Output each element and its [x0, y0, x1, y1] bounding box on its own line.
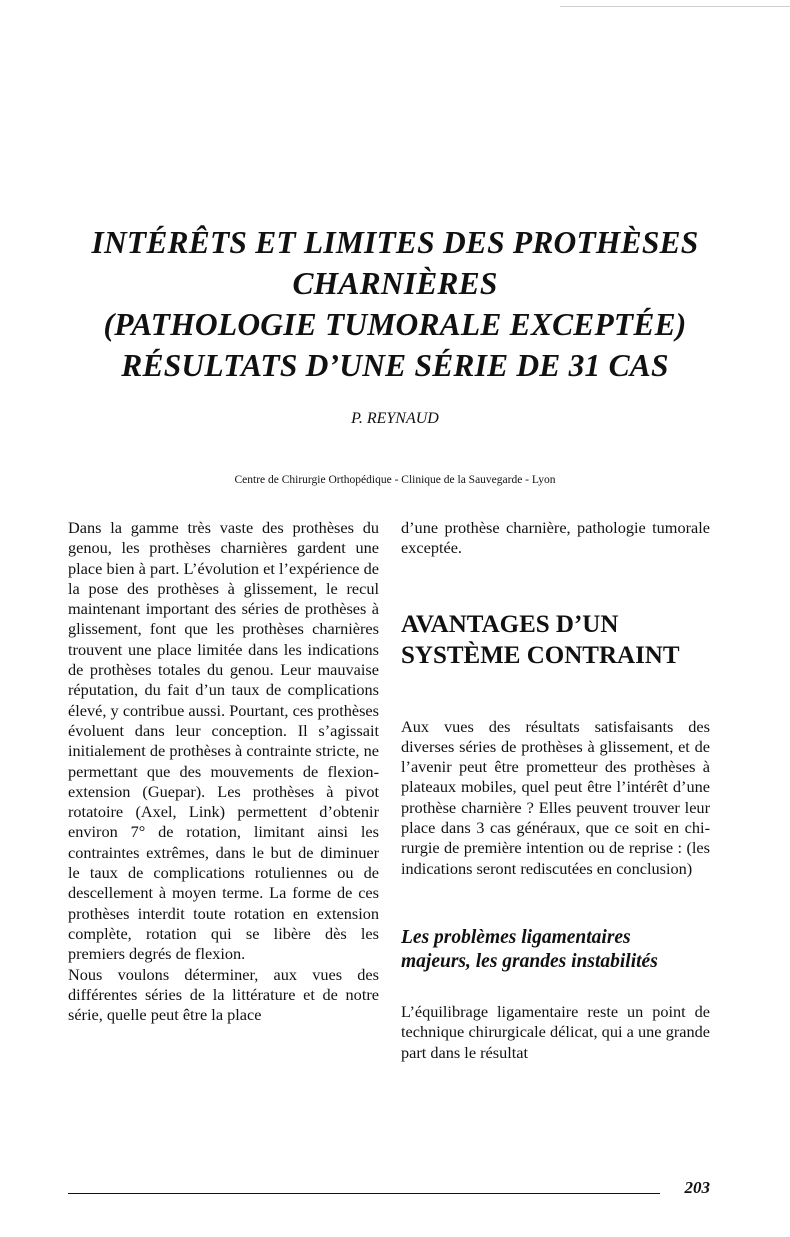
subheading-line-1: Les problèmes ligamentaires [401, 926, 631, 948]
affiliation: Centre de Chirurgie Orthopédique - Clinique de la Sauvegarde - Lyon [234, 474, 556, 486]
author: P. REYNAUD [351, 410, 439, 427]
section-heading-line-1: AVANTAGES D’UN [401, 610, 619, 638]
right-paragraph-1: d’une prothèse charnière, pathologie tumorale exceptée. [401, 518, 710, 558]
left-paragraph-2: Nous voulons déterminer, aux vues des différentes séries de la littérature et de notre série, quelle peut être la place [68, 964, 379, 1025]
left-paragraph-1: Dans la gamme très vaste des prothèses du genou, les prothèses charnières gardent une place bien à part. L’évolution et l’expérience de la pose des prothèses à glissement, le recul maintenant important des séries de prothèses à glissement, font que les prothèses charnières trouvent une place limitée dans les indications de prothèses totales du genou. Leur mauvaise réputation, du fait d’un taux de complications élevé, y contribue aussi. Pourtant, ces prothèses évoluent dans leur conception. Il s’agissait initialement de prothèses à contrainte stricte, ne permettant que des mouvements de flexion-extension (Guepar). Les prothèses à pivot rotatoire (Axel, Link) permettent d’obtenir environ 7° de rotation, limitant ainsi les contraintes extrêmes, dans le but de diminuer le taux de complications rotuliennes ou de descellement à moyen terme. La forme de ces prothèses interdit toute rotation en extension complète, rotation qui se libère dès les premiers degrés de flexion. [68, 518, 379, 964]
title-line-3: (PATHOLOGIE TUMORALE EXCEPTÉE) [103, 307, 687, 342]
title-line-2: CHARNIÈRES [292, 266, 498, 301]
title-line-4: RÉSULTATS D’UNE SÉRIE DE 31 CAS [121, 348, 669, 383]
section-heading-line-2: SYSTÈME CONTRAINT [401, 641, 680, 669]
subheading [401, 926, 710, 974]
article-title [40, 222, 750, 386]
right-paragraph-2: Aux vues des résultats satisfaisants des diverses séries de prothèses à glissement, et de l’avenir peut être prometteur des prothèses à plateaux mobiles, quel peut être l’intérêt d’une prothèse charnière ? Elles peuvent trouver leur place dans 3 cas généraux, que ce soit en chirurgie de première intention ou de reprise : (les indications seront rediscutées en conclusion) [401, 716, 710, 878]
bottom-rule [68, 1193, 660, 1194]
right-paragraph-3: L’équilibrage ligamentaire reste un point de technique chirurgicale délicat, qui a une grande part dans le résultat [401, 1001, 710, 1062]
subheading-line-2: majeurs, les grandes instabilités [401, 950, 658, 972]
section-heading [401, 609, 710, 671]
page-number: 203 [684, 1178, 710, 1197]
title-line-1: INTÉRÊTS ET LIMITES DES PROTHÈSES [91, 225, 699, 260]
left-column [68, 518, 379, 1025]
top-rule [560, 6, 790, 7]
right-column [401, 518, 710, 1063]
